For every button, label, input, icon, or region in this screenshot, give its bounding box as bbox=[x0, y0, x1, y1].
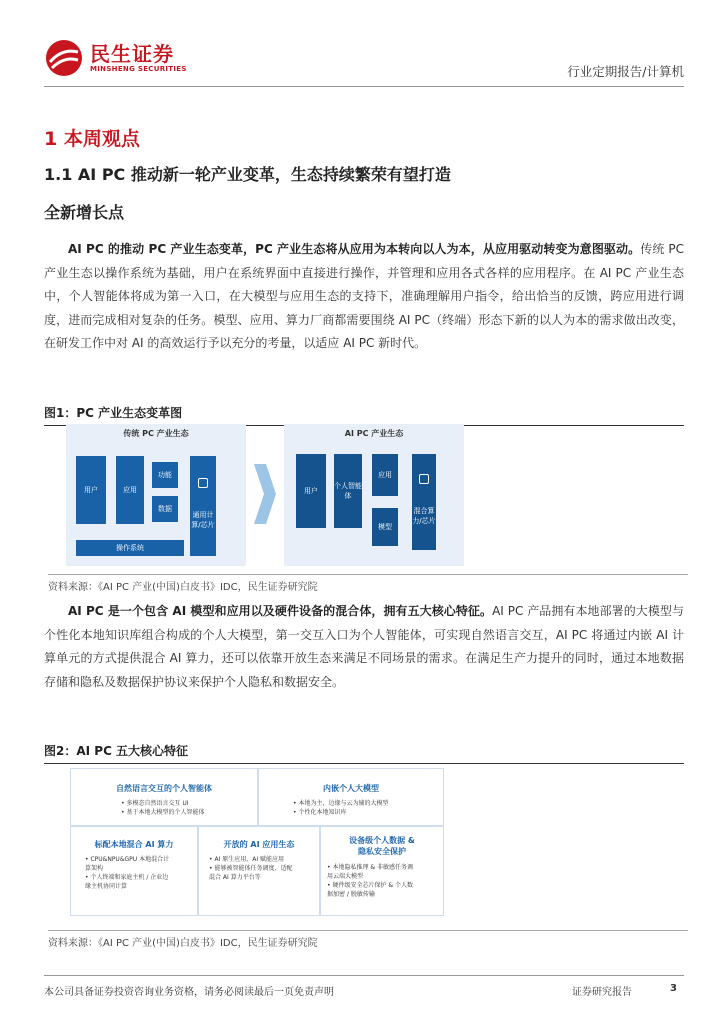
company-logo bbox=[44, 38, 187, 78]
subsection-heading-line1: 1.1 AI PC 推动新一轮产业变革，生态持续繁荣有望打造 bbox=[44, 165, 451, 184]
chip-icon-ai bbox=[419, 474, 429, 484]
paragraph-ecosystem bbox=[44, 238, 684, 356]
paragraph-lead: AI PC 的推动 PC 产业生态变革，PC 产业生态将从应用为本转向以人为本，从应用驱动转变为意图驱动。 bbox=[68, 242, 641, 256]
feature-item: 用云端大模型 bbox=[327, 873, 364, 880]
feature-item: 缘主机协同计算 bbox=[85, 883, 128, 890]
logo-chinese-name: 民生证券 bbox=[90, 42, 174, 66]
logo-english-name: MINSHENG SECURITIES bbox=[90, 65, 187, 73]
feature-item: • 多模态自然语言交互 UI bbox=[121, 800, 189, 807]
minsheng-logo-icon bbox=[44, 38, 84, 78]
section-heading: 1 本周观点 bbox=[44, 128, 140, 150]
feature-title: 开放的 AI 应用生态 bbox=[223, 840, 295, 849]
figure1-source: 资料来源：《AI PC 产业(中国)白皮书》IDC，民生证券研究院 bbox=[48, 574, 688, 593]
block-user: 用户 bbox=[76, 456, 106, 524]
block-agent: 个人智能体 bbox=[334, 454, 362, 528]
chip-icon bbox=[198, 478, 208, 488]
traditional-pc-panel bbox=[66, 424, 246, 566]
feature-list bbox=[209, 855, 292, 882]
header-divider bbox=[44, 86, 684, 87]
block-data: 数据 bbox=[152, 496, 178, 522]
footer-disclaimer: 本公司具备证券投资咨询业务资格，请务必阅读最后一页免责声明 bbox=[44, 987, 334, 998]
feature-title: 标配本地混合 AI 算力 bbox=[94, 840, 174, 849]
feature-item: 算架构 bbox=[85, 865, 104, 872]
feature-list bbox=[293, 799, 388, 817]
feature-item: • 硬件级安全芯片保护 & 个人数 bbox=[327, 882, 413, 889]
feature-item: • AI 原生应用、AI 赋能应用 bbox=[209, 856, 285, 863]
feature-card-agent bbox=[70, 768, 258, 826]
footer-label: 证券研究报告 bbox=[572, 987, 632, 998]
feature-item: 混合 AI 算力平台等 bbox=[209, 874, 261, 881]
report-category: 行业定期报告/计算机 bbox=[567, 64, 684, 79]
ai-pc-panel bbox=[284, 424, 464, 566]
feature-list bbox=[121, 799, 204, 817]
feature-item: • 个人终端和家庭主机 / 企业边 bbox=[85, 874, 169, 881]
feature-title: 设备级个人数据 & 隐私安全保护 bbox=[349, 836, 415, 856]
block-app-ai: 应用 bbox=[372, 454, 398, 496]
feature-item: • 能够被智能体任务调度、适配 bbox=[209, 865, 293, 872]
feature-item: 据加密 / 脱敏传输 bbox=[327, 891, 375, 898]
footer-divider bbox=[44, 975, 684, 976]
paragraph2-body: AI PC 产品拥有本地部署的大模型与个性化本地知识库组合构成的个人大模型，第一交互入口为个人智能体，可实现自然语言交互，AI PC 将通过内嵌 AI 计算单元的方式提供混合 AI 算力，还可以依靠开放生态来满足不同场景的需求。在满足生产力提升的同时，通过本地数据存储和隐私及数据保护协议来保护个人隐私和数据安全。 bbox=[44, 604, 684, 689]
paragraph2-lead: AI PC 是一个包含 AI 模型和应用以及硬件设备的混合体，拥有五大核心特征。 bbox=[68, 604, 493, 618]
feature-card-ecosystem bbox=[198, 826, 320, 916]
feature-title: 自然语言交互的个人智能体 bbox=[116, 784, 212, 793]
feature-item: • 本地为主，边缘与云为辅的大模型 bbox=[293, 800, 389, 807]
block-hybrid-compute: 混合算力/芯片 bbox=[412, 454, 436, 550]
page-number: 3 bbox=[670, 983, 677, 994]
page-header bbox=[44, 38, 684, 84]
block-user-ai: 用户 bbox=[296, 454, 326, 528]
ai-pc-title: AI PC 产业生态 bbox=[344, 429, 404, 438]
feature-list bbox=[327, 863, 413, 899]
traditional-pc-title: 传统 PC 产业生态 bbox=[123, 429, 189, 438]
figure2-title: 图2：AI PC 五大核心特征 bbox=[44, 742, 684, 764]
transition-arrow-icon bbox=[254, 464, 276, 524]
figure2-diagram bbox=[70, 768, 444, 916]
feature-list bbox=[85, 855, 169, 891]
feature-item: • 基于本地大模型的个人智能体 bbox=[121, 809, 205, 816]
block-app: 应用 bbox=[116, 456, 144, 524]
paragraph-body: 传统 PC 产业生态以操作系统为基础，用户在系统界面中直接进行操作，并管理和应用各式各样的应用程序。在 AI PC 产业生态中，个人智能体将成为第一入口，在大模型与应用生态的支持下，准确理解用户指令，给出恰当的反馈，跨应用进行调度，进而完成相对复杂的任务。模型、应用、算力厂商都需要围绕 AI PC（终端）形态下新的以人为本的需求做出改变，在研发工作中对 AI 的高效运行予以充分的考量，以适应 AI PC 新时代。 bbox=[44, 242, 684, 350]
block-function: 功能 bbox=[152, 462, 178, 488]
figure2-source: 资料来源：《AI PC 产业(中国)白皮书》IDC，民生证券研究院 bbox=[48, 930, 688, 949]
feature-card-model bbox=[258, 768, 444, 826]
feature-item: • 本地隐私推理 & 非敏感任务调 bbox=[327, 864, 413, 871]
figure1-diagram bbox=[66, 424, 654, 568]
paragraph-features bbox=[44, 600, 684, 694]
block-os: 操作系统 bbox=[76, 540, 184, 556]
block-compute: 通用计算/芯片 bbox=[190, 456, 216, 556]
feature-card-privacy bbox=[320, 826, 444, 916]
figure1-title: 图1：PC 产业生态变革图 bbox=[44, 404, 684, 426]
feature-item: • CPU&NPU&GPU 本地混合计 bbox=[85, 856, 170, 863]
feature-title: 内嵌个人大模型 bbox=[323, 784, 379, 793]
feature-item: • 个性化本地知识库 bbox=[293, 809, 347, 816]
feature-card-compute bbox=[70, 826, 198, 916]
subsection-heading-line2: 全新增长点 bbox=[44, 203, 125, 222]
block-model: 模型 bbox=[372, 508, 398, 546]
